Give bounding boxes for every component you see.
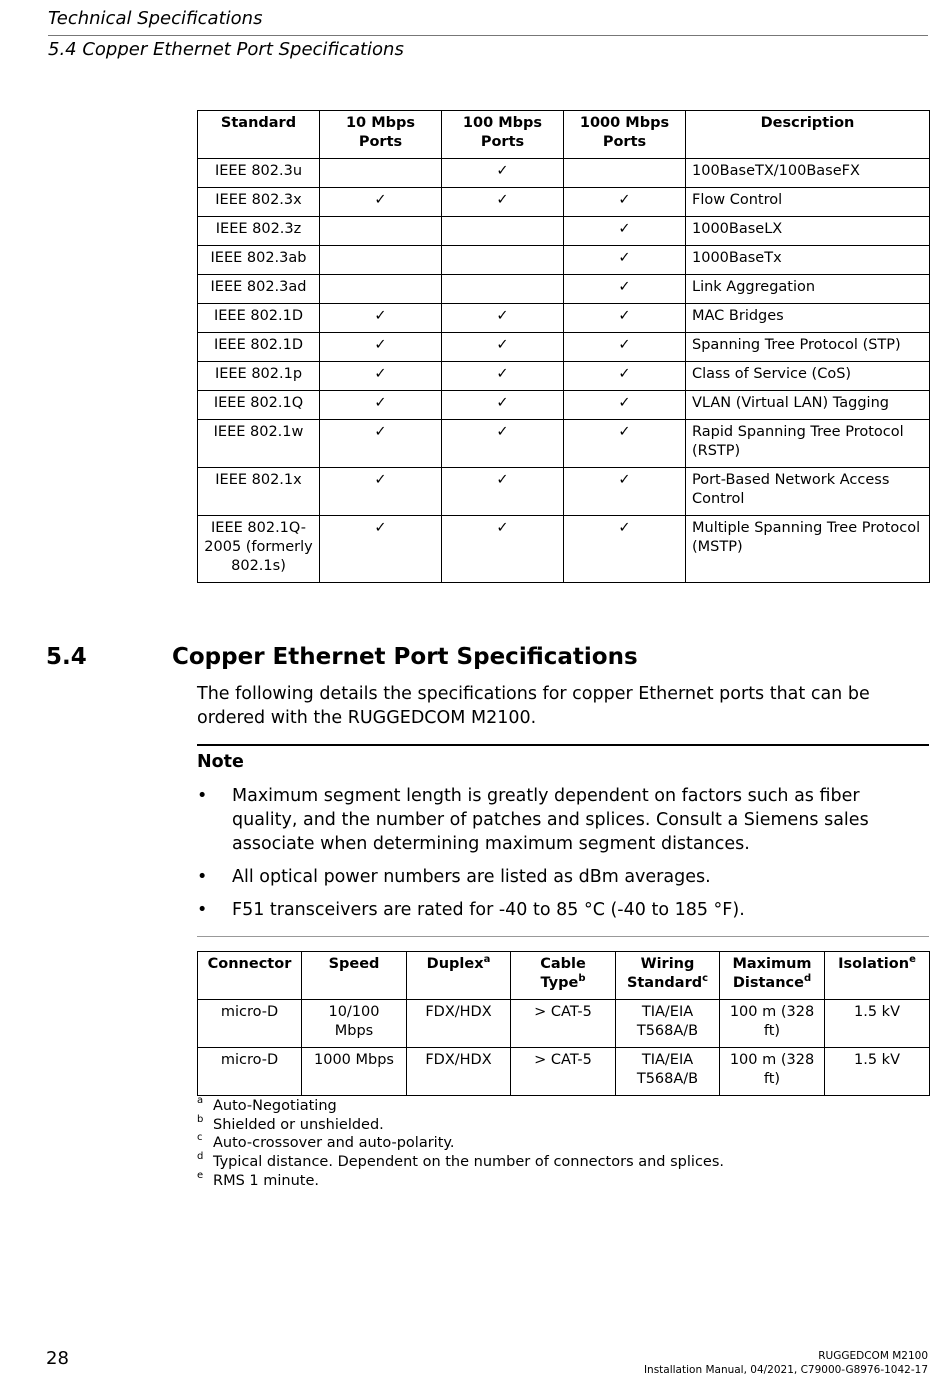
mbps1000-cell: ✓ <box>564 420 686 468</box>
footnote-mark: c <box>197 1132 203 1144</box>
footnote-text: Shielded or unshielded. <box>213 1116 384 1133</box>
section-title: Copper Ethernet Port Specifications <box>172 644 638 670</box>
footer-product: RUGGEDCOM M2100 <box>818 1350 928 1362</box>
note-item <box>197 784 929 856</box>
duplex-cell: FDX/HDX <box>407 1000 511 1048</box>
column-header: Isolation$^e$ <box>825 952 930 1000</box>
page-number: 28 <box>46 1348 69 1369</box>
table-row <box>198 304 930 333</box>
section-number: 5.4 <box>46 644 87 670</box>
table-row <box>198 468 930 516</box>
column-header: Description <box>686 111 930 159</box>
speed-cell: 10/100 Mbps <box>302 1000 407 1048</box>
wiring-cell: TIA/EIA T568A/B <box>616 1000 720 1048</box>
column-header: Standard <box>198 111 320 159</box>
mbps100-cell: ✓ <box>442 420 564 468</box>
table-row <box>198 362 930 391</box>
mbps10-cell <box>320 159 442 188</box>
distance-cell: 100 m (328 ft) <box>720 1000 825 1048</box>
table-row <box>198 420 930 468</box>
mbps1000-cell: ✓ <box>564 275 686 304</box>
footnote-text: Typical distance. Dependent on the number of connectors and splices. <box>213 1154 724 1171</box>
description-cell: Rapid Spanning Tree Protocol (RSTP) <box>686 420 930 468</box>
mbps100-cell <box>442 275 564 304</box>
table-row <box>198 516 930 583</box>
footnote <box>197 1097 932 1116</box>
table-header-row <box>198 952 930 1000</box>
section-breadcrumb: 5.4 Copper Ethernet Port Specifications <box>48 39 404 60</box>
copper-port-table <box>197 951 930 1096</box>
mbps10-cell <box>320 275 442 304</box>
mbps10-cell: ✓ <box>320 468 442 516</box>
mbps1000-cell: ✓ <box>564 516 686 583</box>
standard-cell: IEEE 802.1Q <box>198 391 320 420</box>
footnote <box>197 1134 932 1153</box>
standard-cell: IEEE 802.3ad <box>198 275 320 304</box>
column-header: Maximum Distance$^d$ <box>720 952 825 1000</box>
footnote-mark: b <box>197 1113 204 1125</box>
distance-cell: 100 m (328 ft) <box>720 1048 825 1096</box>
description-cell: Flow Control <box>686 188 930 217</box>
mbps100-cell <box>442 217 564 246</box>
description-cell: 1000BaseTx <box>686 246 930 275</box>
chapter-title: Technical Specifications <box>48 8 263 29</box>
standard-cell: IEEE 802.1w <box>198 420 320 468</box>
standards-table <box>197 110 930 583</box>
duplex-cell: FDX/HDX <box>407 1048 511 1096</box>
table-row <box>198 217 930 246</box>
note-list <box>197 784 929 922</box>
description-cell: 100BaseTX/100BaseFX <box>686 159 930 188</box>
table-row <box>198 333 930 362</box>
note-divider <box>197 936 929 937</box>
column-header: Speed <box>302 952 407 1000</box>
note-text: All optical power numbers are listed as dBm averages. <box>232 867 711 887</box>
connector-cell: micro-D <box>198 1000 302 1048</box>
speed-cell: 1000 Mbps <box>302 1048 407 1096</box>
mbps1000-cell: ✓ <box>564 304 686 333</box>
table-row <box>198 391 930 420</box>
footnote-mark: a <box>197 1095 204 1106</box>
footnote-mark: d <box>197 1151 204 1163</box>
footnote <box>197 1113 932 1135</box>
note-text: Maximum segment length is greatly dependent on factors such as fiber quality, and the number of patches and splices. Consult a Siemens sales associate when determining maximum segment distances. <box>232 786 869 854</box>
mbps10-cell <box>320 217 442 246</box>
standard-cell: IEEE 802.1Q-2005 (formerly 802.1s) <box>198 516 320 583</box>
footnote-text: RMS 1 minute. <box>213 1172 319 1189</box>
bullet-icon: • <box>197 900 208 920</box>
description-cell: VLAN (Virtual LAN) Tagging <box>686 391 930 420</box>
mbps100-cell: ✓ <box>442 333 564 362</box>
mbps10-cell: ✓ <box>320 333 442 362</box>
mbps1000-cell: ✓ <box>564 391 686 420</box>
column-header: 1000 Mbps Ports <box>564 111 686 159</box>
description-cell: 1000BaseLX <box>686 217 930 246</box>
mbps100-cell: ✓ <box>442 362 564 391</box>
footnote-mark: e <box>197 1169 204 1181</box>
mbps100-cell: ✓ <box>442 159 564 188</box>
note-label: Note <box>197 752 244 772</box>
mbps100-cell: ✓ <box>442 468 564 516</box>
description-cell: Spanning Tree Protocol (STP) <box>686 333 930 362</box>
mbps10-cell: ✓ <box>320 391 442 420</box>
mbps100-cell: ✓ <box>442 188 564 217</box>
standard-cell: IEEE 802.1p <box>198 362 320 391</box>
mbps100-cell <box>442 246 564 275</box>
table-row <box>198 1048 930 1096</box>
mbps1000-cell: ✓ <box>564 188 686 217</box>
connector-cell: micro-D <box>198 1048 302 1096</box>
mbps1000-cell: ✓ <box>564 217 686 246</box>
standard-cell: IEEE 802.3ab <box>198 246 320 275</box>
mbps1000-cell: ✓ <box>564 362 686 391</box>
standard-cell: IEEE 802.1D <box>198 333 320 362</box>
standard-cell: IEEE 802.3x <box>198 188 320 217</box>
column-header: Duplex$^a$ <box>407 952 511 1000</box>
description-cell: MAC Bridges <box>686 304 930 333</box>
table-row <box>198 188 930 217</box>
cable-cell: > CAT-5 <box>511 1048 616 1096</box>
table-row <box>198 246 930 275</box>
standard-cell: IEEE 802.3u <box>198 159 320 188</box>
note-item <box>197 865 929 889</box>
header-divider <box>48 35 928 36</box>
column-header: Connector <box>198 952 302 1000</box>
standard-cell: IEEE 802.3z <box>198 217 320 246</box>
note-text: F51 transceivers are rated for -40 to 85 °C (-40 to 185 °F). <box>232 900 745 920</box>
column-header: Cable Type$^b$ <box>511 952 616 1000</box>
mbps100-cell: ✓ <box>442 391 564 420</box>
column-header: 100 Mbps Ports <box>442 111 564 159</box>
table-header-row <box>198 111 930 159</box>
isolation-cell: 1.5 kV <box>825 1000 930 1048</box>
mbps10-cell <box>320 246 442 275</box>
footnote <box>197 1153 932 1172</box>
running-header <box>48 8 928 63</box>
mbps1000-cell <box>564 159 686 188</box>
mbps10-cell: ✓ <box>320 516 442 583</box>
standard-cell: IEEE 802.1D <box>198 304 320 333</box>
column-header: 10 Mbps Ports <box>320 111 442 159</box>
mbps10-cell: ✓ <box>320 362 442 391</box>
mbps1000-cell: ✓ <box>564 468 686 516</box>
footer-doc-info <box>644 1349 928 1377</box>
mbps10-cell: ✓ <box>320 188 442 217</box>
description-cell: Multiple Spanning Tree Protocol (MSTP) <box>686 516 930 583</box>
footnote-text: Auto-crossover and auto-polarity. <box>213 1135 455 1152</box>
mbps10-cell: ✓ <box>320 304 442 333</box>
bullet-icon: • <box>197 786 208 806</box>
table-row <box>198 1000 930 1048</box>
mbps100-cell: ✓ <box>442 516 564 583</box>
footer-manual-id: Installation Manual, 04/2021, C79000-G8976-1042-17 <box>643 1364 928 1376</box>
mbps10-cell: ✓ <box>320 420 442 468</box>
note-item <box>197 898 929 922</box>
footnote <box>197 1169 932 1191</box>
isolation-cell: 1.5 kV <box>825 1048 930 1096</box>
note-box <box>197 744 929 931</box>
column-header: Wiring Standard$^c$ <box>616 952 720 1000</box>
mbps1000-cell: ✓ <box>564 333 686 362</box>
footnote-text: Auto-Negotiating <box>213 1098 337 1114</box>
description-cell: Port-Based Network Access Control <box>686 468 930 516</box>
table-footnotes <box>197 1097 932 1191</box>
table-row <box>198 275 930 304</box>
standards-table-body <box>198 159 930 583</box>
table-row <box>198 159 930 188</box>
cable-cell: > CAT-5 <box>511 1000 616 1048</box>
mbps100-cell: ✓ <box>442 304 564 333</box>
standard-cell: IEEE 802.1x <box>198 468 320 516</box>
description-cell: Link Aggregation <box>686 275 930 304</box>
bullet-icon: • <box>197 867 208 887</box>
wiring-cell: TIA/EIA T568A/B <box>616 1048 720 1096</box>
description-cell: Class of Service (CoS) <box>686 362 930 391</box>
mbps1000-cell: ✓ <box>564 246 686 275</box>
section-intro: The following details the specifications for copper Ethernet ports that can be ordered with the RUGGEDCOM M2100. <box>197 684 870 728</box>
